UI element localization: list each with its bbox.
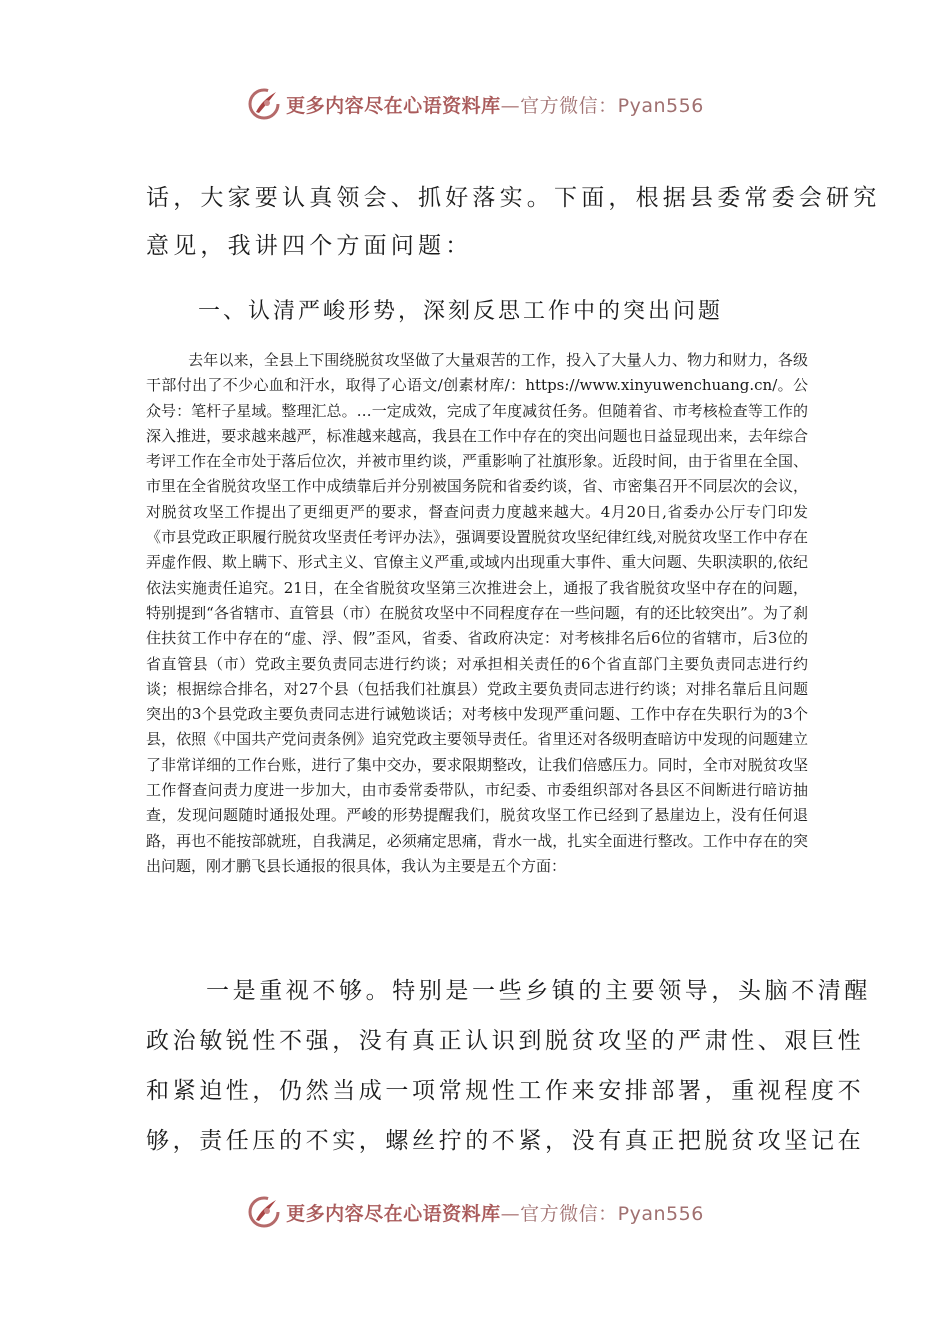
intro-line-2: 意见，我讲四个方面问题：	[146, 233, 473, 259]
brush-logo-icon	[246, 1194, 282, 1230]
watermark-text: 更多内容尽在心语资料库—官方微信：Pyan556	[286, 1202, 704, 1225]
point-line-4: 够，责任压的不实，螺丝拧的不紧，没有真正把脱贫攻坚记在	[146, 1128, 865, 1154]
section-heading: 一、认清严峻形势，深刻反思工作中的突出问题	[198, 299, 724, 324]
watermark-banner-bottom	[0, 1192, 950, 1232]
point-line-2: 政治敏锐性不强，没有真正认识到脱贫攻坚的严肃性、艰巨性	[146, 1028, 865, 1054]
intro-paragraph	[146, 174, 881, 270]
body-paragraph-text: 去年以来，全县上下围绕脱贫攻坚做了大量艰苦的工作，投入了大量人力、物力和财力，各级干部付出了不少心血和汗水，取得了心语文/创素材库/：https://www.xinyuwenchuang.cn/。公众号：笔杆子星域。整理汇总。…一定成效，完成了年度减贫任务。但随着省、市考核检查等工作的深入推进，要求越来越严，标准越来越高，我县在工作中存在的突出问题也日益显现出来，去年综合考评工作在全市处于落后位次，并被市里约谈，严重影响了社旗形象。近段时间，由于省里在全国、市里在全省脱贫攻坚工作中成绩靠后并分别被国务院和省委约谈，省、市密集召开不同层次的会议，对脱贫攻坚工作提出了更细更严的要求，督查问责力度越来越大。4月20日,省委办公厅专门印发《市县党政正职履行脱贫攻坚责任考评办法》，强调要设置脱贫攻坚纪律红线,对脱贫攻坚工作中存在弄虚作假、欺上瞒下、形式主义、官僚主义严重,或域内出现重大事件、重大问题、失职渎职的,依纪依法实施责任追究。21日，在全省脱贫攻坚第三次推进会上，通报了我省脱贫攻坚中存在的问题，特别提到“各省辖市、直管县（市）在脱贫攻坚中不同程度存在一些问题，有的还比较突出”。为了刹住扶贫工作中存在的“虚、浮、假”歪风，省委、省政府决定：对考核排名后6位的省辖市，后3位的省直管县（市）党政主要负责同志进行约谈；对承担相关责任的6个省直部门主要负责同志进行约谈；根据综合排名，对27个县（包括我们社旗县）党政主要负责同志进行约谈；对排名靠后且问题突出的3个县党政主要负责同志进行诫勉谈话；对考核中发现严重问题、工作中存在失职行为的3个县，依照《中国共产党问责条例》追究党政主要领导责任。省里还对各级明查暗访中发现的问题建立了非常详细的工作台账，进行了集中交办，要求限期整改，让我们倍感压力。同时，全市对脱贫攻坚工作督查问责力度进一步加大，由市委常委带队，市纪委、市委组织部对各县区不间断进行暗访抽查，发现问题随时通报处理。严峻的形势提醒我们，脱贫攻坚工作已经到了悬崖边上，没有任何退路，再也不能按部就班，自我满足，必须痛定思痛，背水一战，扎实全面进行整改。工作中存在的突出问题，刚才鹏飞县长通报的很具体，我认为主要是五个方面：	[146, 351, 808, 875]
body-paragraph	[146, 348, 808, 879]
point-line-1: 一是重视不够。特别是一些乡镇的主要领导，头脑不清醒	[206, 978, 871, 1004]
point-line-3: 和紧迫性，仍然当成一项常规性工作来安排部署，重视程度不	[146, 1078, 865, 1104]
watermark-banner-top	[0, 84, 950, 124]
watermark-text: 更多内容尽在心语资料库—官方微信：Pyan556	[286, 94, 704, 117]
brush-logo-icon	[246, 86, 282, 122]
point-one-paragraph	[146, 966, 871, 1166]
intro-line-1: 话，大家要认真领会、抓好落实。下面，根据县委常委会研究	[146, 185, 881, 211]
